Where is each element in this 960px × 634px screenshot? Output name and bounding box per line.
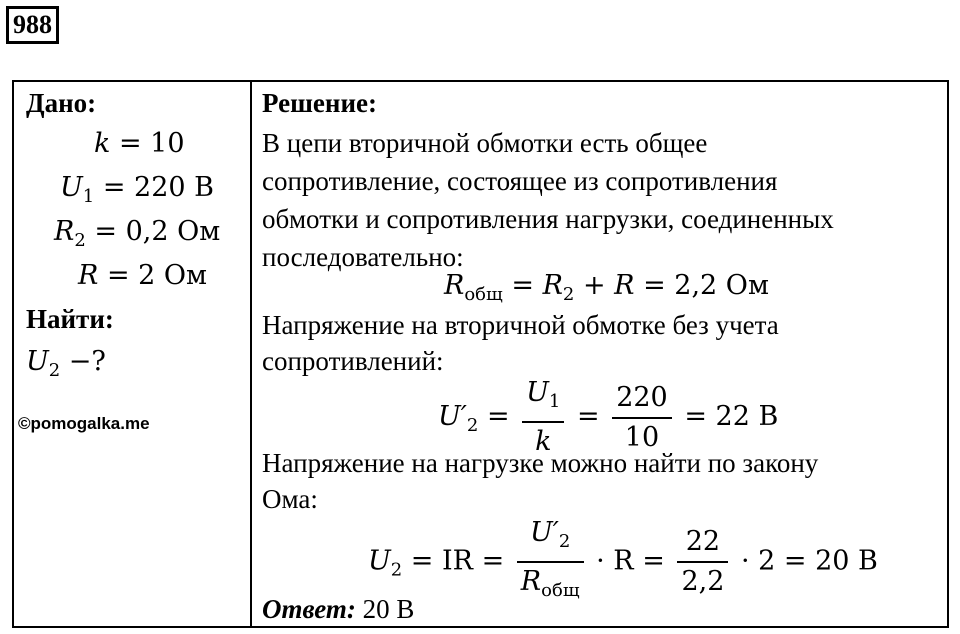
solution-paragraph-line: последовательно: xyxy=(262,242,464,272)
eq3-f1-den-sub: общ xyxy=(541,580,580,601)
solution-table xyxy=(12,80,949,628)
eq3-f2-num: 22 xyxy=(677,523,728,563)
find-rhs: −? xyxy=(60,346,106,377)
solution-paragraph-line: сопротивлений: xyxy=(262,346,444,376)
eq3-lhs-sub: 2 xyxy=(390,559,403,581)
given-r-lhs: R xyxy=(78,260,99,291)
given-r2 xyxy=(54,216,220,251)
eq1-mid1: = xyxy=(502,270,543,301)
eq2-f2-num: 220 xyxy=(612,379,672,419)
eq3-f1-num: U′ xyxy=(530,517,559,548)
given-u1-sub: 1 xyxy=(82,186,95,207)
given-r2-sub: 2 xyxy=(74,230,86,251)
given-r2-rhs: = 0,2 Ом xyxy=(94,216,221,247)
eq3-fraction-u2-rtotal xyxy=(517,514,584,610)
answer-label: Ответ: xyxy=(262,594,356,624)
equation-total-resistance xyxy=(444,270,769,305)
given-k xyxy=(94,128,185,159)
given-u1-lhs: U xyxy=(60,172,83,203)
solution-paragraph-line: В цепи вторичной обмотки есть общее xyxy=(262,128,708,158)
given-column xyxy=(14,82,250,626)
answer xyxy=(262,594,414,625)
solution-title: Решение: xyxy=(262,88,377,118)
eq2-result: = 22 В xyxy=(684,401,779,432)
solution-paragraph-line: Ома: xyxy=(262,484,318,514)
eq1-result: = 2,2 Ом xyxy=(634,270,769,301)
eq2-f2-den: 10 xyxy=(624,421,660,453)
solution-paragraph-line: обмотки и сопротивления нагрузки, соединенных xyxy=(262,204,834,234)
eq1-term1: R xyxy=(542,270,563,301)
find-u2 xyxy=(26,346,106,381)
eq3-mid: = IR = xyxy=(402,545,513,577)
eq3-dot1: · R = xyxy=(587,545,674,577)
given-u1 xyxy=(60,172,214,207)
eq3-lhs: U xyxy=(368,545,391,577)
eq2-fraction-220-10 xyxy=(612,379,672,457)
watermark: ©pomogalka.me xyxy=(18,414,150,433)
eq1-term2: R xyxy=(614,270,635,301)
solution-column xyxy=(252,82,947,626)
eq2-equals: = xyxy=(486,401,510,432)
solution-paragraph-line: сопротивление, состоящее из сопротивления xyxy=(262,166,778,196)
eq2-equals: = xyxy=(576,401,600,432)
eq3-f1-num-sub: 2 xyxy=(558,531,571,552)
given-title: Дано: xyxy=(26,88,97,118)
eq2-lhs-sub: 2 xyxy=(466,415,479,436)
eq3-tail: · 2 = 20 В xyxy=(732,545,878,577)
given-r xyxy=(78,260,207,291)
find-sub: 2 xyxy=(48,360,61,381)
eq2-lhs: U′ xyxy=(438,401,467,432)
given-r2-lhs: R xyxy=(54,216,75,247)
given-r-rhs: = 2 Ом xyxy=(106,260,208,291)
eq2-f1-num: U xyxy=(526,377,549,408)
find-title: Найти: xyxy=(26,304,114,334)
answer-value: 20 В xyxy=(355,594,415,624)
eq1-lhs: R xyxy=(444,270,465,301)
given-k-rhs: = 10 xyxy=(118,128,185,159)
eq1-mid2: + xyxy=(574,270,615,301)
eq3-fraction-22-2-2 xyxy=(677,523,728,601)
solution-paragraph-line: Напряжение на вторичной обмотке без учета xyxy=(262,310,779,340)
eq1-lhs-sub: общ xyxy=(464,284,503,305)
equation-load-voltage xyxy=(368,514,878,610)
eq1-term1-sub: 2 xyxy=(562,284,575,305)
eq3-f2-den: 2,2 xyxy=(681,566,725,597)
eq2-f1-den: k xyxy=(535,426,552,457)
given-u1-rhs: = 220 В xyxy=(102,172,214,203)
problem-number: 988 xyxy=(6,6,59,44)
eq2-f1-num-sub: 1 xyxy=(548,391,561,412)
find-lhs: U xyxy=(26,346,49,377)
given-k-lhs: k xyxy=(94,128,111,159)
solution-paragraph-line: Напряжение на нагрузке можно найти по закону xyxy=(262,448,819,478)
eq3-f1-den: R xyxy=(520,566,542,597)
